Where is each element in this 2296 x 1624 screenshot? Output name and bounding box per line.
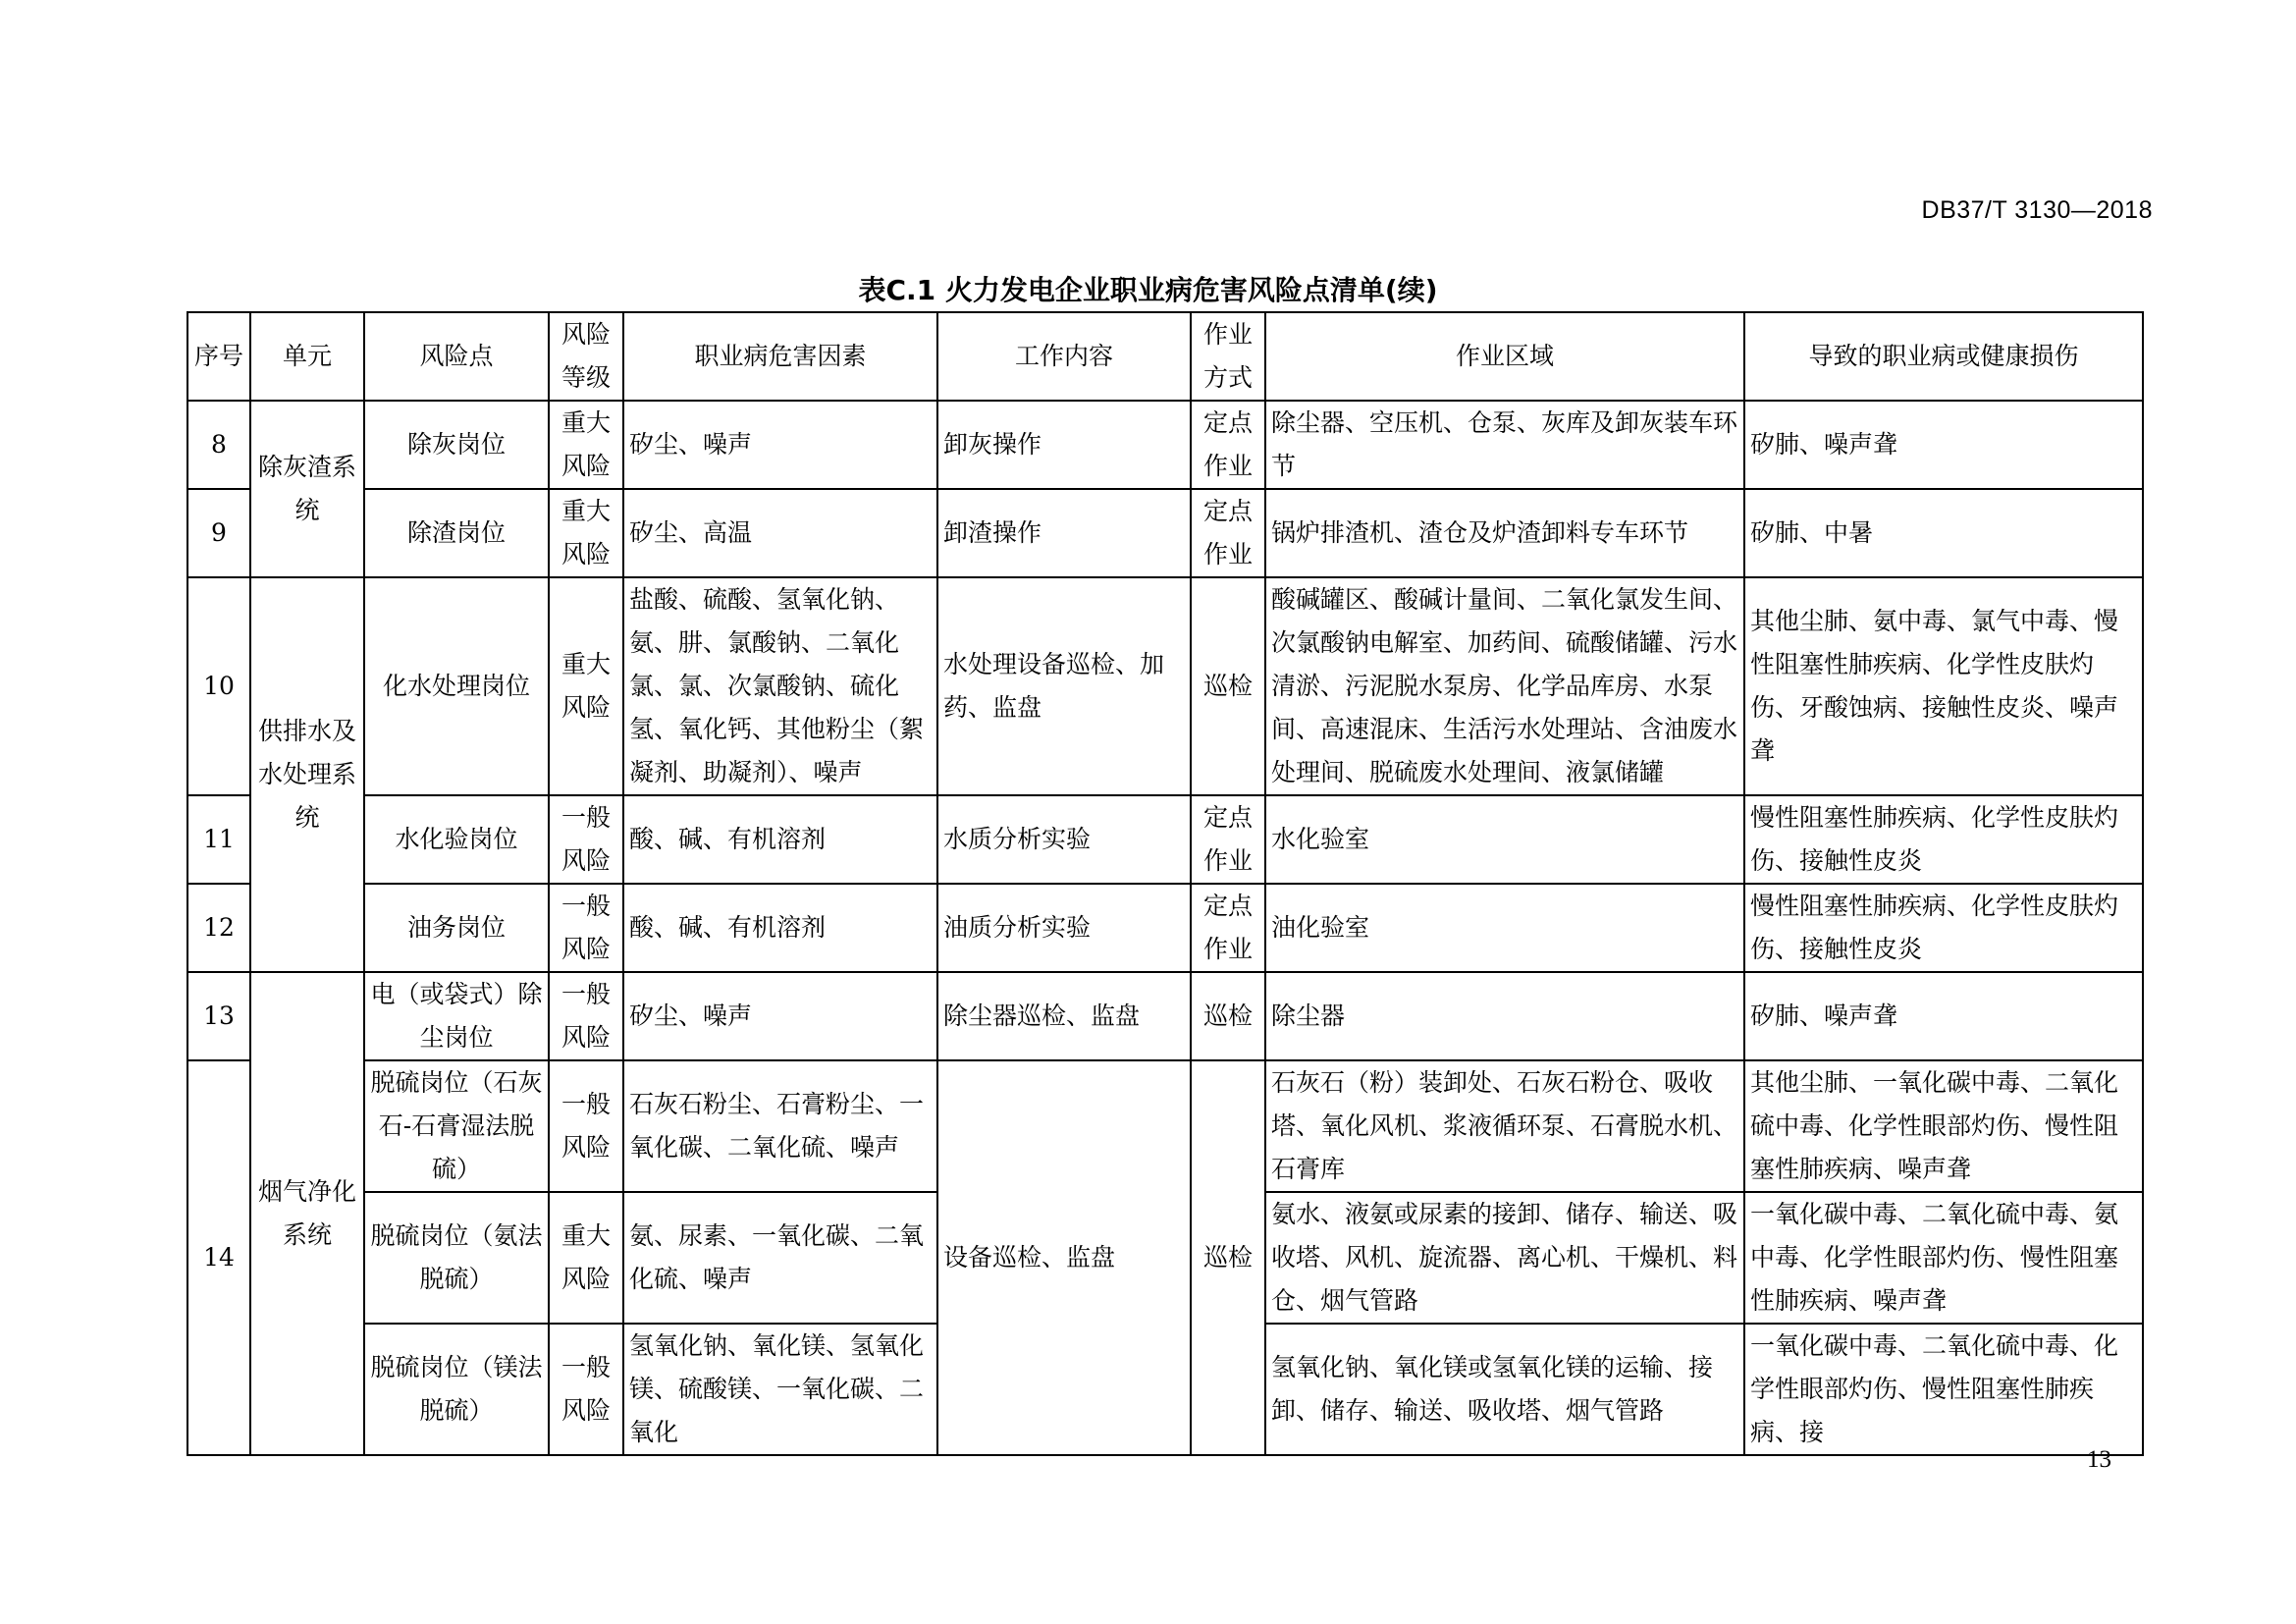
- cell-hazard: 盐酸、硫酸、氢氧化钠、氨、肼、氯酸钠、二氧化氯、氯、次氯酸钠、硫化氢、氧化钙、其他粉尘（絮凝剂、助凝剂）、噪声: [623, 577, 937, 795]
- cell-point: 电（或袋式）除尘岗位: [364, 972, 549, 1060]
- cell-no: 12: [187, 884, 250, 972]
- cell-area: 油化验室: [1265, 884, 1744, 972]
- table-row: [187, 972, 2143, 1060]
- cell-point: 脱硫岗位（石灰石-石膏湿法脱硫）: [364, 1060, 549, 1192]
- col-header-no: 序号: [187, 312, 250, 401]
- cell-mode: 定点作业: [1191, 884, 1265, 972]
- cell-level: 重大风险: [549, 577, 623, 795]
- cell-disease: 矽肺、噪声聋: [1744, 401, 2143, 489]
- cell-unit: 供排水及水处理系统: [250, 577, 364, 972]
- cell-mode: 定点作业: [1191, 489, 1265, 577]
- cell-mode: 定点作业: [1191, 795, 1265, 884]
- cell-hazard: 氢氧化钠、氧化镁、氢氧化镁、硫酸镁、一氧化碳、二氧化: [623, 1324, 937, 1455]
- cell-no: 14: [187, 1060, 250, 1455]
- cell-disease: 其他尘肺、氨中毒、氯气中毒、慢性阻塞性肺疾病、化学性皮肤灼伤、牙酸蚀病、接触性皮炎、噪声聋: [1744, 577, 2143, 795]
- cell-area: 氨水、液氨或尿素的接卸、储存、输送、吸收塔、风机、旋流器、离心机、干燥机、料仓、烟气管路: [1265, 1192, 1744, 1324]
- cell-mode: 巡检: [1191, 972, 1265, 1060]
- cell-no: 11: [187, 795, 250, 884]
- cell-point: 除渣岗位: [364, 489, 549, 577]
- cell-area: 氢氧化钠、氧化镁或氢氧化镁的运输、接卸、储存、输送、吸收塔、烟气管路: [1265, 1324, 1744, 1455]
- cell-level: 一般风险: [549, 795, 623, 884]
- cell-point: 油务岗位: [364, 884, 549, 972]
- table-title: 表C.1 火力发电企业职业病危害风险点清单(续): [858, 274, 1438, 306]
- cell-no: 8: [187, 401, 250, 489]
- cell-hazard: 酸、碱、有机溶剂: [623, 884, 937, 972]
- col-header-mode: 作业方式: [1191, 312, 1265, 401]
- cell-mode: 巡检: [1191, 577, 1265, 795]
- col-header-level: 风险等级: [549, 312, 623, 401]
- cell-area: 石灰石（粉）装卸处、石灰石粉仓、吸收塔、氧化风机、浆液循环泵、石膏脱水机、石膏库: [1265, 1060, 1744, 1192]
- table-row: [187, 795, 2143, 884]
- cell-disease: 一氧化碳中毒、二氧化硫中毒、氨中毒、化学性眼部灼伤、慢性阻塞性肺疾病、噪声聋: [1744, 1192, 2143, 1324]
- table-row: [187, 489, 2143, 577]
- document-id: DB37/T 3130—2018: [1921, 196, 2153, 224]
- cell-level: 一般风险: [549, 1324, 623, 1455]
- cell-disease: 一氧化碳中毒、二氧化硫中毒、化学性眼部灼伤、慢性阻塞性肺疾病、接: [1744, 1324, 2143, 1455]
- cell-hazard: 酸、碱、有机溶剂: [623, 795, 937, 884]
- table-row: [187, 1060, 2143, 1192]
- header-row: [187, 312, 2143, 401]
- table-row: [187, 577, 2143, 795]
- cell-area: 锅炉排渣机、渣仓及炉渣卸料专车环节: [1265, 489, 1744, 577]
- cell-level: 重大风险: [549, 489, 623, 577]
- cell-hazard: 矽尘、噪声: [623, 401, 937, 489]
- cell-point: 化水处理岗位: [364, 577, 549, 795]
- cell-hazard: 氨、尿素、一氧化碳、二氧化硫、噪声: [623, 1192, 937, 1324]
- col-header-unit: 单元: [250, 312, 364, 401]
- cell-point: 除灰岗位: [364, 401, 549, 489]
- cell-disease: 矽肺、中暑: [1744, 489, 2143, 577]
- cell-work: 油质分析实验: [937, 884, 1191, 972]
- page-number: 13: [2087, 1446, 2111, 1473]
- cell-level: 一般风险: [549, 884, 623, 972]
- cell-level: 一般风险: [549, 972, 623, 1060]
- cell-hazard: 矽尘、噪声: [623, 972, 937, 1060]
- cell-area: 酸碱罐区、酸碱计量间、二氧化氯发生间、次氯酸钠电解室、加药间、硫酸储罐、污水清淤、污泥脱水泵房、化学品库房、水泵间、高速混床、生活污水处理站、含油废水处理间、脱硫废水处理间、液氯储罐: [1265, 577, 1744, 795]
- cell-no: 9: [187, 489, 250, 577]
- col-header-hazard: 职业病危害因素: [623, 312, 937, 401]
- risk-table: [187, 311, 2144, 1456]
- col-header-disease: 导致的职业病或健康损伤: [1744, 312, 2143, 401]
- cell-unit: 烟气净化系统: [250, 972, 364, 1455]
- cell-level: 重大风险: [549, 1192, 623, 1324]
- cell-point: 水化验岗位: [364, 795, 549, 884]
- cell-work: 水处理设备巡检、加药、监盘: [937, 577, 1191, 795]
- cell-level: 一般风险: [549, 1060, 623, 1192]
- cell-disease: 慢性阻塞性肺疾病、化学性皮肤灼伤、接触性皮炎: [1744, 884, 2143, 972]
- col-header-area: 作业区域: [1265, 312, 1744, 401]
- cell-work: 设备巡检、监盘: [937, 1060, 1191, 1455]
- cell-work: 卸渣操作: [937, 489, 1191, 577]
- cell-work: 除尘器巡检、监盘: [937, 972, 1191, 1060]
- cell-no: 13: [187, 972, 250, 1060]
- cell-work: 水质分析实验: [937, 795, 1191, 884]
- col-header-point: 风险点: [364, 312, 549, 401]
- cell-unit: 除灰渣系统: [250, 401, 364, 577]
- cell-disease: 其他尘肺、一氧化碳中毒、二氧化硫中毒、化学性眼部灼伤、慢性阻塞性肺疾病、噪声聋: [1744, 1060, 2143, 1192]
- cell-area: 水化验室: [1265, 795, 1744, 884]
- cell-no: 10: [187, 577, 250, 795]
- cell-area: 除尘器: [1265, 972, 1744, 1060]
- cell-point: 脱硫岗位（氨法脱硫）: [364, 1192, 549, 1324]
- cell-mode: 定点作业: [1191, 401, 1265, 489]
- cell-disease: 矽肺、噪声聋: [1744, 972, 2143, 1060]
- cell-level: 重大风险: [549, 401, 623, 489]
- col-header-work: 工作内容: [937, 312, 1191, 401]
- cell-mode: 巡检: [1191, 1060, 1265, 1455]
- table-row: [187, 401, 2143, 489]
- cell-disease: 慢性阻塞性肺疾病、化学性皮肤灼伤、接触性皮炎: [1744, 795, 2143, 884]
- cell-hazard: 石灰石粉尘、石膏粉尘、一氧化碳、二氧化硫、噪声: [623, 1060, 937, 1192]
- cell-area: 除尘器、空压机、仓泵、灰库及卸灰装车环节: [1265, 401, 1744, 489]
- table-row: [187, 884, 2143, 972]
- cell-work: 卸灰操作: [937, 401, 1191, 489]
- cell-point: 脱硫岗位（镁法脱硫）: [364, 1324, 549, 1455]
- cell-hazard: 矽尘、高温: [623, 489, 937, 577]
